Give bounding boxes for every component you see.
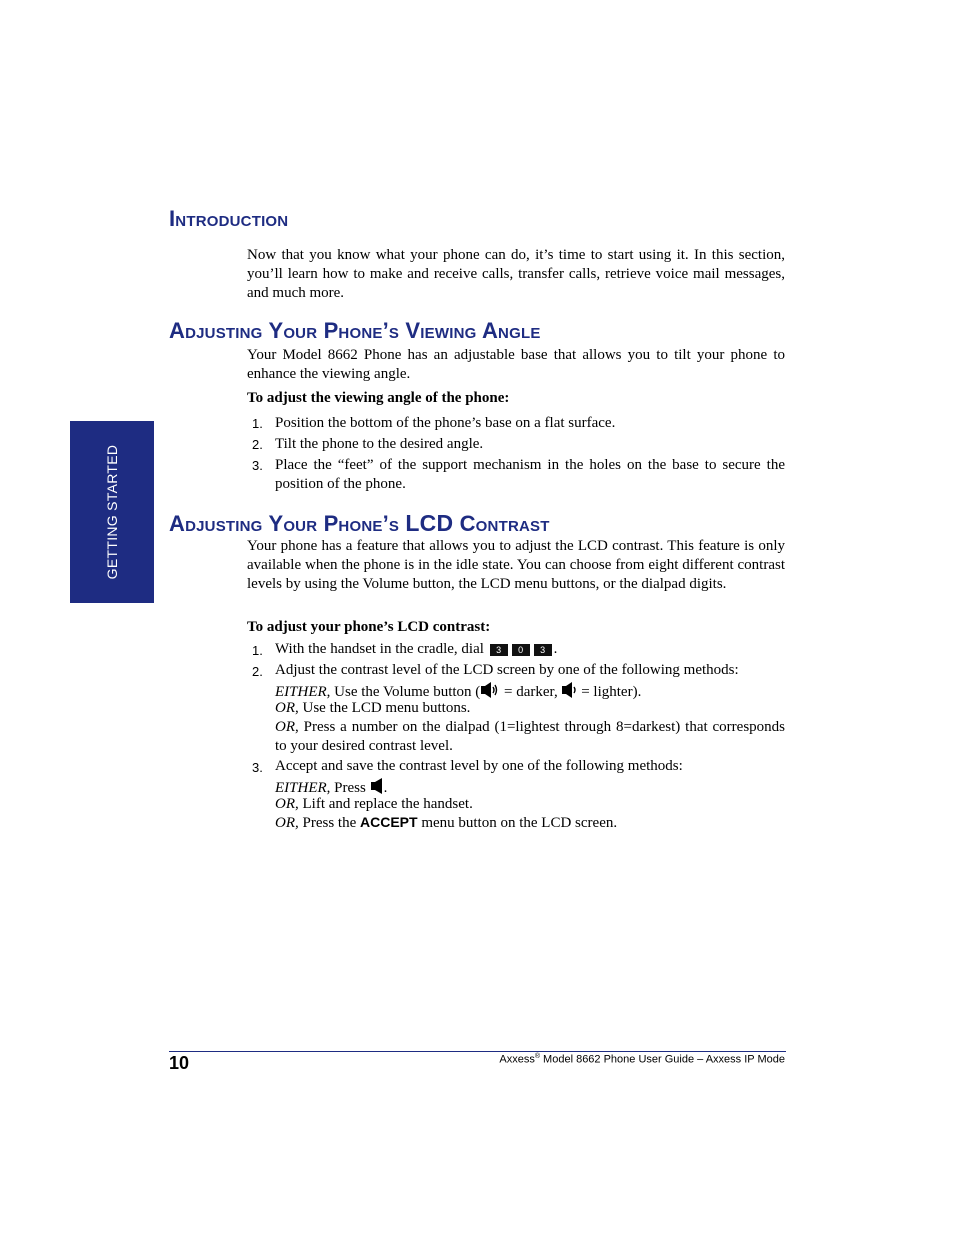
accept-label: ACCEPT: [360, 814, 418, 830]
angle-procedure-title: To adjust the viewing angle of the phone:: [247, 390, 510, 406]
angle-paragraph: Your Model 8662 Phone has an adjustable base that allows you to tilt your phone to enhance the viewing angle.: [247, 347, 785, 382]
angle-step-2: Tilt the phone to the desired angle.: [275, 436, 484, 452]
heading-introduction: Introduction: [169, 206, 289, 231]
lcd-step-2-or-1: OR, Use the LCD menu buttons.: [275, 700, 471, 716]
intro-paragraph: Now that you know what your phone can do, it’s time to start using it. In this section, you’ll learn how to make and receive calls, transfer calls, retrieve voice mail messages, and much more.: [247, 247, 785, 301]
lcd-procedure-title: To adjust your phone’s LCD contrast:: [247, 619, 491, 635]
lcd-step-2-or-2: OR, Press a number on the dialpad (1=lightest through 8=darkest) that corresponds to your desired contrast level.: [275, 719, 785, 754]
page-number: 10: [169, 1053, 190, 1073]
lcd-step-2: Adjust the contrast level of the LCD screen by one of the following methods:: [275, 662, 739, 678]
key-3: 3: [490, 644, 508, 656]
lcd-step-3-number: 3.: [252, 760, 263, 775]
angle-step-1-number: 1.: [252, 416, 263, 431]
lcd-paragraph: Your phone has a feature that allows you to adjust the LCD contrast. This feature is only available when the phone is in the idle state. You can choose from eight different contrast levels by using the Volume button, the LCD menu buttons, or the dialpad digits.: [247, 538, 785, 592]
lcd-step-1-number: 1.: [252, 643, 263, 658]
key-3: 3: [534, 644, 552, 656]
footer-title: Axxess® Model 8662 Phone User Guide – Axxess IP Mode: [499, 1053, 785, 1066]
angle-step-1: Position the bottom of the phone’s base on a flat surface.: [275, 415, 616, 431]
lcd-step-3: Accept and save the contrast level by one of the following methods:: [275, 758, 683, 774]
heading-viewing-angle: Adjusting Your Phone’s Viewing Angle: [169, 318, 541, 343]
angle-step-2-number: 2.: [252, 437, 263, 452]
angle-step-3-number: 3.: [252, 458, 263, 473]
angle-step-3: Place the “feet” of the support mechanism in the holes on the base to secure the position of the phone.: [275, 457, 785, 492]
lcd-step-3-or-2: OR, Press the ACCEPT menu button on the LCD screen.: [275, 814, 618, 831]
section-tab-label: GETTING STARTED: [104, 444, 120, 580]
heading-lcd-contrast: Adjusting Your Phone’s LCD Contrast: [169, 510, 550, 536]
lcd-step-2-either: EITHER, Use the Volume button ( = darker, = lighter).: [275, 681, 785, 704]
lcd-step-2-number: 2.: [252, 664, 263, 679]
lcd-step-3-or-1: OR, Lift and replace the handset.: [275, 796, 473, 812]
section-tab: [70, 421, 154, 603]
key-0: 0: [512, 644, 530, 656]
footer-rule: [169, 1051, 786, 1052]
lcd-step-3-either: EITHER, Press .: [275, 777, 785, 800]
lcd-step-1: With the handset in the cradle, dial 3 0 3 .: [275, 641, 558, 657]
